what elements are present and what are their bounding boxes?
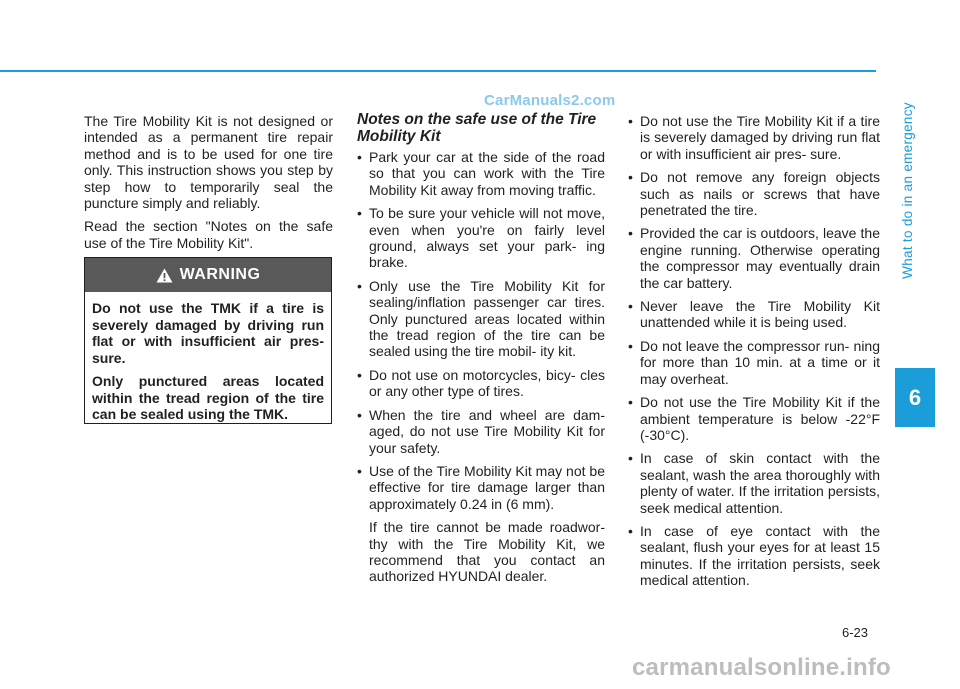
list-item: • In case of skin contact with the sealant, wash the area thoroughly with plenty of water. If the irritation persists, seek medical attention. bbox=[628, 450, 880, 516]
list-item: • When the tire and wheel are dam- aged, do not use Tire Mobility Kit for your safety. bbox=[357, 407, 605, 456]
list-item: • Do not use the Tire Mobility Kit if the ambient temperature is below -22°F (-30°C). bbox=[628, 394, 880, 443]
notes-title: Notes on the safe use of the Tire Mobility Kit bbox=[357, 111, 597, 145]
chapter-tab[interactable] bbox=[895, 368, 935, 427]
warning-paragraph: Only punctured areas located within the tread region of the tire can be sealed using the TMK. bbox=[92, 373, 324, 422]
chapter-title: What to do in an emergency bbox=[899, 101, 915, 279]
intro-column bbox=[84, 113, 333, 258]
warning-title: WARNING bbox=[179, 266, 261, 283]
list-item: • Park your car at the side of the road so that you can work with the Tire Mobility Kit away from moving traffic. bbox=[357, 149, 605, 198]
intro-paragraph: Read the section "Notes on the safe use of the Tire Mobility Kit". bbox=[84, 218, 333, 251]
list-item: • Do not use the Tire Mobility Kit if a tire is severely damaged by driving run flat or with insufficient air pres- sure. bbox=[628, 113, 880, 162]
list-item: • Use of the Tire Mobility Kit may not be effective for tire damage larger than approximately 0.24 in (6 mm). bbox=[357, 463, 605, 512]
warning-paragraph: Do not use the TMK if a tire is severely damaged by driving run flat or with insufficient air pres- sure. bbox=[92, 300, 324, 366]
list-item: • Do not leave the compressor run- ning for more than 10 min. at a time or it may overheat. bbox=[628, 338, 880, 387]
warning-box bbox=[84, 257, 332, 424]
list-item: • Never leave the Tire Mobility Kit unattended while it is being used. bbox=[628, 298, 880, 331]
chapter-number: 6 bbox=[908, 384, 922, 410]
notes-list bbox=[628, 113, 880, 589]
header-rule bbox=[0, 70, 876, 72]
notes-column-1 bbox=[357, 111, 605, 592]
intro-paragraph: The Tire Mobility Kit is not designed or intended as a permanent tire repair method and is to be used for one tire only. This instruction shows you step by step how to temporarily seal the puncture simply and reliably. bbox=[84, 113, 333, 212]
list-item: • Provided the car is outdoors, leave the engine running. Otherwise operating the compressor may eventually drain the car battery. bbox=[628, 225, 880, 291]
notes-column-2 bbox=[628, 113, 880, 596]
dealer-note: If the tire cannot be made roadwor- thy with the Tire Mobility Kit, we recommend that you contact an authorized HYUNDAI dealer. bbox=[369, 519, 605, 585]
watermark-bottom-link[interactable]: carmanualsonline.info bbox=[632, 654, 891, 681]
warning-body bbox=[85, 292, 331, 423]
watermark-link[interactable]: CarManuals2.com bbox=[484, 92, 616, 109]
warning-triangle-icon bbox=[156, 268, 173, 283]
list-item: • In case of eye contact with the sealant, flush your eyes for at least 15 minutes. If the irritation persists, seek medical attention. bbox=[628, 523, 880, 589]
list-item: • Do not remove any foreign objects such as nails or screws that have penetrated the tire. bbox=[628, 169, 880, 218]
list-item: • Do not use on motorcycles, bicy- cles or any other type of tires. bbox=[357, 367, 605, 400]
chapter-side-label bbox=[897, 20, 917, 360]
list-item: • To be sure your vehicle will not move, even when you're on fairly level ground, always set your park- ing brake. bbox=[357, 205, 605, 271]
warning-header bbox=[85, 258, 331, 292]
notes-list bbox=[357, 149, 605, 512]
list-item: • Only use the Tire Mobility Kit for sealing/inflation passenger car tires. Only punctured areas located within the tread region of the tire can be sealed using the tire mobil- ity kit. bbox=[357, 278, 605, 360]
page-number: 6-23 bbox=[842, 625, 869, 640]
